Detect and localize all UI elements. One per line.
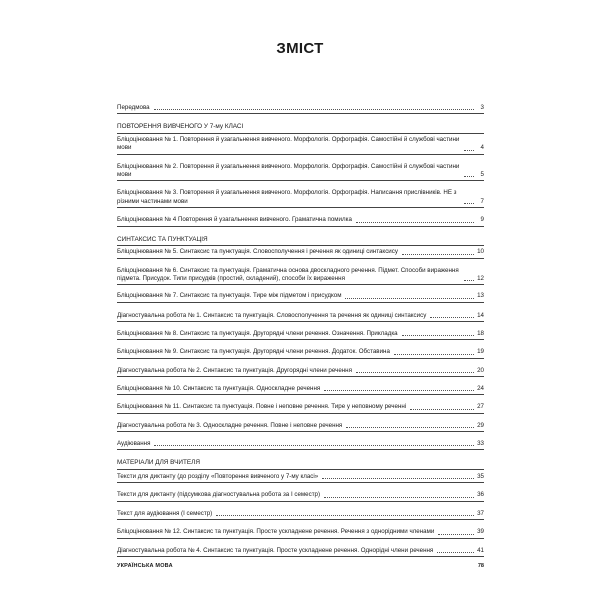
toc-entry[interactable] — [117, 367, 484, 377]
toc-entry[interactable] — [117, 473, 484, 483]
toc-entry-title: Тексти для диктанту (до розділу «Повторення вивченого у 7-му класі» — [117, 473, 319, 481]
toc-entry-page: 5 — [480, 171, 484, 179]
dot-leader — [430, 317, 474, 318]
toc-entry-title: Бліцоцінювання № 8. Синтаксис та пунктуація. Другорядні члени речення. Означення. Прикладка — [117, 329, 398, 337]
toc-entry-title: Діагностувальна робота № 4. Синтаксис та пунктуація. Просте ускладнене речення. Однорідні члени речення — [117, 546, 434, 554]
dot-leader — [402, 335, 474, 336]
footer-page-number: 78 — [477, 563, 484, 569]
toc-entry-title: Аудіювання — [117, 440, 151, 448]
dot-leader — [437, 552, 474, 553]
toc-entry[interactable] — [117, 330, 484, 340]
dot-leader — [464, 203, 474, 204]
toc-entry-page: 9 — [480, 216, 484, 224]
toc-entry[interactable] — [117, 422, 484, 432]
toc-entry-title: Діагностувальна робота № 1. Синтаксис та пунктуація. Словосполучення та речення як одиниці синтаксису — [117, 311, 427, 319]
toc-entry-page: 20 — [477, 366, 484, 374]
dot-leader — [346, 427, 474, 428]
toc-entry-page: 27 — [477, 403, 484, 411]
toc-entry-title: Бліцоцінювання № 12. Синтаксис та пунктуація. Просте ускладнене речення. Речення з однорідними членами — [117, 528, 435, 536]
dot-leader — [216, 515, 474, 516]
page-title: ЗМІСТ — [276, 40, 324, 57]
toc-entry-page: 10 — [477, 248, 484, 256]
toc-entry-page: 29 — [477, 421, 484, 429]
toc-entry-title: Діагностувальна робота № 2. Синтаксис та пунктуація. Другорядні члени речення — [117, 366, 352, 374]
toc-entry-page: 33 — [477, 440, 484, 448]
toc-entry[interactable] — [117, 216, 484, 226]
toc-section-heading: СИНТАКСИС ТА ПУНКТУАЦІЯ — [117, 236, 484, 247]
footer-book-title: УКРАЇНСЬКА МОВА — [117, 563, 173, 569]
toc-entry[interactable] — [117, 136, 484, 155]
dot-leader — [464, 150, 474, 151]
toc-entry-title: Діагностувальна робота № 3. Односкладне речення. Повне і неповне речення — [117, 421, 343, 429]
toc-entry[interactable] — [117, 104, 484, 114]
toc-entry-title: Бліцоцінювання № 7. Синтаксис та пунктуація. Тире між підметом і присудком — [117, 292, 342, 300]
toc-entry[interactable] — [117, 491, 484, 501]
dot-leader — [438, 534, 474, 535]
toc-entry-page: 4 — [480, 144, 484, 152]
toc-entry-page: 7 — [480, 197, 484, 205]
toc-entry[interactable] — [117, 440, 484, 450]
dot-leader — [356, 222, 474, 223]
toc-entry[interactable] — [117, 385, 484, 395]
dot-leader — [410, 409, 474, 410]
toc-entry-page: 36 — [477, 491, 484, 499]
toc-entry-page: 18 — [477, 329, 484, 337]
toc-entry-page: 3 — [480, 104, 484, 111]
toc-entry-title: Бліцоцінювання № 9. Синтаксис та пунктуація. Другорядні члени речення. Додаток. Обставина — [117, 348, 390, 356]
toc-entry-title: Передмова — [117, 104, 150, 111]
toc-section-heading: МАТЕРІАЛИ ДЛЯ ВЧИТЕЛЯ — [117, 459, 484, 470]
toc-entry-page: 14 — [477, 311, 484, 319]
toc-section-heading: ПОВТОРЕННЯ ВИВЧЕНОГО У 7-му КЛАСІ — [117, 123, 484, 134]
toc-entry[interactable] — [117, 547, 484, 557]
toc-entry[interactable] — [117, 510, 484, 520]
toc-entry[interactable] — [117, 248, 484, 258]
toc-entry-page: 13 — [477, 292, 484, 300]
dot-leader — [464, 176, 474, 177]
toc-entry-title: Бліцоцінювання № 5. Синтаксис та пунктуація. Словосполучення і речення як одиниці синтаксису — [117, 248, 398, 256]
toc-entry-page: 37 — [477, 509, 484, 517]
toc-entry[interactable] — [117, 267, 484, 286]
toc-entry[interactable] — [117, 312, 484, 322]
toc-entry-title: Бліцоцінювання № 11. Синтаксис та пунктуація. Повне і неповне речення. Тире у неповному реченні — [117, 403, 407, 411]
table-of-contents — [117, 96, 484, 557]
toc-entry-page: 24 — [477, 385, 484, 393]
toc-entry-title: Тексти для диктанту (підсумкова діагностувальна робота за І семестр) — [117, 491, 321, 499]
dot-leader — [345, 298, 474, 299]
dot-leader — [356, 372, 474, 373]
toc-entry-title: Текст для аудіювання (І семестр) — [117, 509, 213, 517]
dot-leader — [324, 390, 474, 391]
toc-entry-page: 35 — [477, 473, 484, 481]
toc-entry[interactable] — [117, 403, 484, 413]
toc-entry[interactable] — [117, 163, 484, 182]
toc-entry[interactable] — [117, 528, 484, 538]
dot-leader — [324, 497, 474, 498]
dot-leader — [154, 109, 474, 110]
dot-leader — [154, 445, 474, 446]
toc-entry-page: 41 — [477, 546, 484, 554]
toc-entry-title: Бліцоцінювання № 4 Повторення й узагальнення вивченого. Граматична помилка — [117, 216, 352, 224]
toc-entry-title: Бліцоцінювання № 10. Синтаксис та пунктуація. Односкладне речення — [117, 385, 321, 393]
toc-entry-title: Бліцоцінювання № 2. Повторення й узагальнення вивченого. Морфологія. Орфографія. Самостійні й службові частини мови — [117, 162, 460, 179]
toc-entry-page: 12 — [477, 274, 484, 282]
toc-entry[interactable] — [117, 292, 484, 302]
toc-entry[interactable] — [117, 189, 484, 208]
dot-leader — [464, 280, 474, 281]
dot-leader — [402, 254, 474, 255]
toc-entry-title: Бліцоцінювання № 3. Повторення й узагальнення вивченого. Морфологія. Орфографія. Написання прислівників. НЕ з різними частинами мови — [117, 189, 457, 205]
toc-entry[interactable] — [117, 348, 484, 358]
dot-leader — [322, 478, 474, 479]
dot-leader — [394, 354, 474, 355]
toc-entry-page: 19 — [477, 348, 484, 356]
toc-entry-page: 39 — [477, 528, 484, 536]
toc-entry-title: Бліцоцінювання № 1. Повторення й узагальнення вивченого. Морфологія. Орфографія. Самостійні й службові частини мови — [117, 136, 460, 152]
toc-entry-title: Бліцоцінювання № 6. Синтаксис та пунктуація. Граматична основа двоскладного речення. Підмет. Способи вираження підмета. Присудок. Типи присудків (простий, складений), способи їх вираження — [117, 266, 459, 282]
